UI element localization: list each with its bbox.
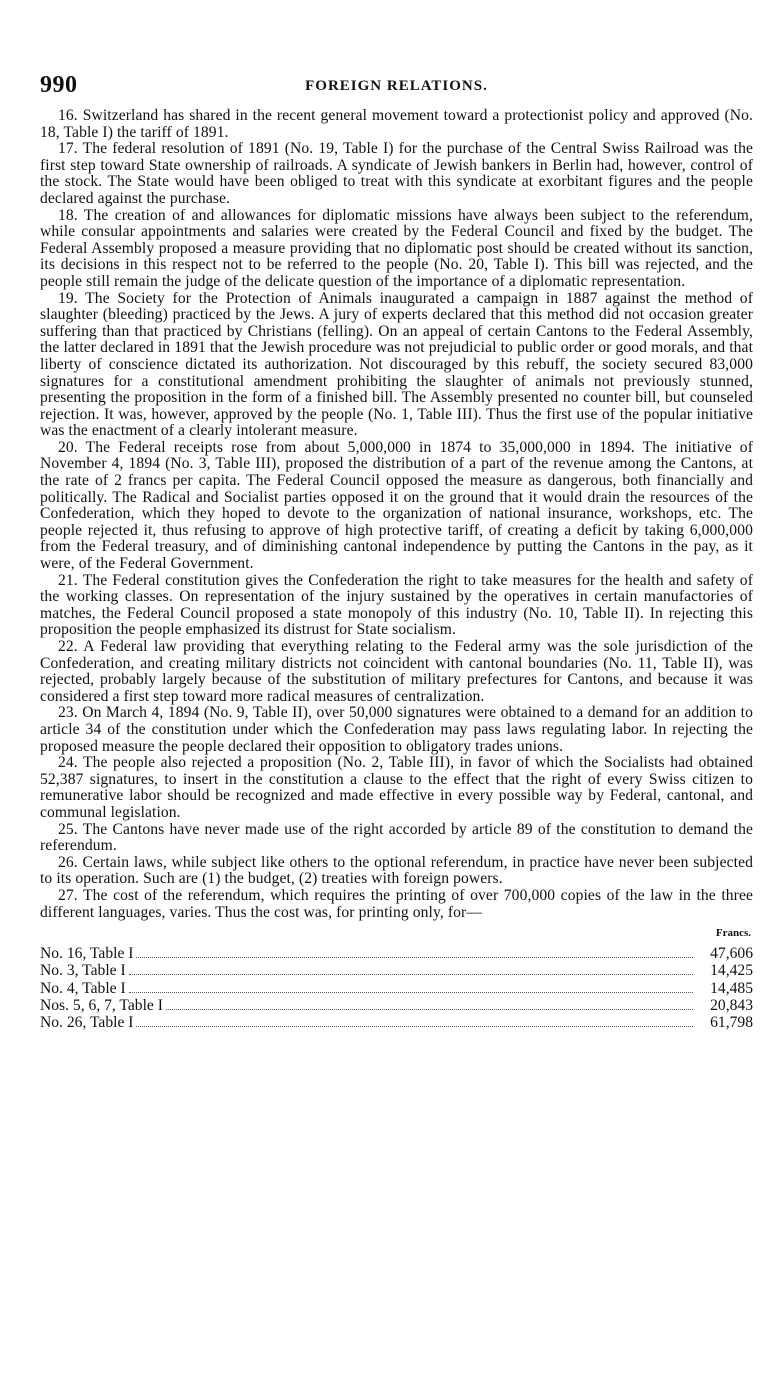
paragraph-26: 26. Certain laws, while subject like others to the optional referendum, in practice have never been subjected to its operation. Such are (1) the budget, (2) treaties with foreign powers. [40, 853, 753, 888]
body-text [40, 108, 753, 921]
running-title: FOREIGN RELATIONS. [305, 78, 488, 94]
paragraph-24: 24. The people also rejected a proposition (No. 2, Table III), in favor of which the Socialists had obtained 52,387 signatures, to insert in the constitution a clause to the effect that the right of every Swiss citizen to remunerative labor should be recognized and made effective in every possible way by Federal, cantonal, and communal legislation. [40, 754, 753, 821]
cost-table [40, 927, 753, 1031]
paragraph-20: 20. The Federal receipts rose from about 5,000,000 in 1874 to 35,000,000 in 1894. The initiative of November 4, 1894 (No. 3, Table III), proposed the distribution of a part of the revenue among the Cantons, at the rate of 2 francs per capita. The Federal Council opposed the measure as dangerous, both financially and politically. The Radical and Socialist parties opposed it on the ground that it would drain the resources of the Confederation, which they hoped to devote to the organization of national insurance, workshops, etc. The people rejected it, thus refusing to approve of high protective tariff, of creating a deficit by taking 6,000,000 from the Federal treasury, and of diminishing cantonal independence by putting the Cantons in the pay, as it were, of the Federal Government. [40, 438, 753, 573]
page-header [40, 72, 753, 104]
paragraph-17: 17. The federal resolution of 1891 (No. 19, Table I) for the purchase of the Central Swiss Railroad was the first step toward State ownership of railroads. A syndicate of Jewish bankers in Berlin had, however, control of the stock. The State would have been obliged to treat with this syndicate at exorbitant figures and the people declared against the purchase. [40, 140, 753, 207]
table-row [40, 945, 753, 962]
table-row [40, 997, 753, 1014]
table-row [40, 962, 753, 979]
row-label: No. 3, Table I [40, 962, 126, 980]
francs-column-header: Francs. [715, 927, 751, 940]
dot-leader [136, 957, 693, 958]
paragraph-25: 25. The Cantons have never made use of the right accorded by article 89 of the constitution to demand the referendum. [40, 820, 753, 855]
dot-leader [129, 974, 693, 975]
paragraph-16: 16. Switzerland has shared in the recent general movement toward a protectionist policy and approved (No. 18, Table I) the tariff of 1891. [40, 107, 753, 141]
row-value: 14,425 [710, 962, 753, 980]
paragraph-21: 21. The Federal constitution gives the Confederation the right to take measures for the health and safety of the working classes. On representation of the injury sustained by the operatives in certain manufactories of matches, the Federal Council proposed a state monopoly of this industry (No. 10, Table II). In rejecting this proposition the people emphasized its distrust for State socialism. [40, 571, 753, 639]
table-row [40, 1014, 753, 1031]
row-label: No. 4, Table I [40, 979, 126, 997]
row-value: 20,843 [710, 996, 753, 1014]
dot-leader [136, 1026, 693, 1027]
page-number: 990 [40, 72, 78, 98]
paragraph-19: 19. The Society for the Protection of Animals inaugurated a campaign in 1887 against the method of slaughter (bleeding) practiced by the Jews. A jury of experts declared that this method did not occasion greater suffering than that practiced by Christians (felling). On an appeal of certain Cantons to the Federal Assembly, the latter declared in 1891 that the Jewish procedure was not prejudicial to public order or good morals, and that liberty of conscience dictated its authorization. Not discouraged by this rebuff, the society secured 83,000 signatures for a constitutional amendment prohibiting the slaughter of animals not previously stunned, presenting the proposition in the form of a finished bill. The Assembly presented no counter bill, but counseled rejection. It was, however, approved by the people (No. 1, Table III). Thus the first use of the popular initiative was the enactment of a clearly intolerant measure. [40, 289, 753, 440]
paragraph-22: 22. A Federal law providing that everything relating to the Federal army was the sole jurisdiction of the Confederation, and creating military districts not coincident with cantonal boundaries (No. 11, Table II), was rejected, probably largely because of the substitution of military prefectures for Cantons, and because it was considered a first step toward more radical measures of centralization. [40, 638, 753, 705]
row-label: No. 26, Table I [40, 1013, 134, 1031]
paragraph-18: 18. The creation of and allowances for diplomatic missions have always been subject to the referendum, while consular appointments and salaries were created by the Federal Council and fixed by the budget. The Federal Assembly proposed a measure providing that no diplomatic post should be created without its sanction, its decisions in this respect not to be referred to the people (No. 20, Table I). This bill was rejected, and the people still remain the judge of the delicate question of the importance of a diplomatic representation. [40, 206, 753, 290]
paragraph-27: 27. The cost of the referendum, which requires the printing of over 700,000 copies of the law in the three different languages, varies. Thus the cost was, for printing only, for— [40, 886, 753, 921]
row-label: No. 16, Table I [40, 945, 134, 963]
paragraph-23: 23. On March 4, 1894 (No. 9, Table II), over 50,000 signatures were obtained to a demand for an addition to article 34 of the constitution under which the Confederation may pass laws regulating labor. In rejecting the proposed measure the people declared their opposition to obligatory trades unions. [40, 704, 753, 755]
row-label: Nos. 5, 6, 7, Table I [40, 996, 163, 1014]
row-value: 61,798 [710, 1013, 753, 1031]
row-value: 47,606 [710, 945, 753, 963]
dot-leader [129, 992, 693, 993]
table-row [40, 980, 753, 997]
row-value: 14,485 [710, 979, 753, 997]
dot-leader [166, 1009, 693, 1010]
